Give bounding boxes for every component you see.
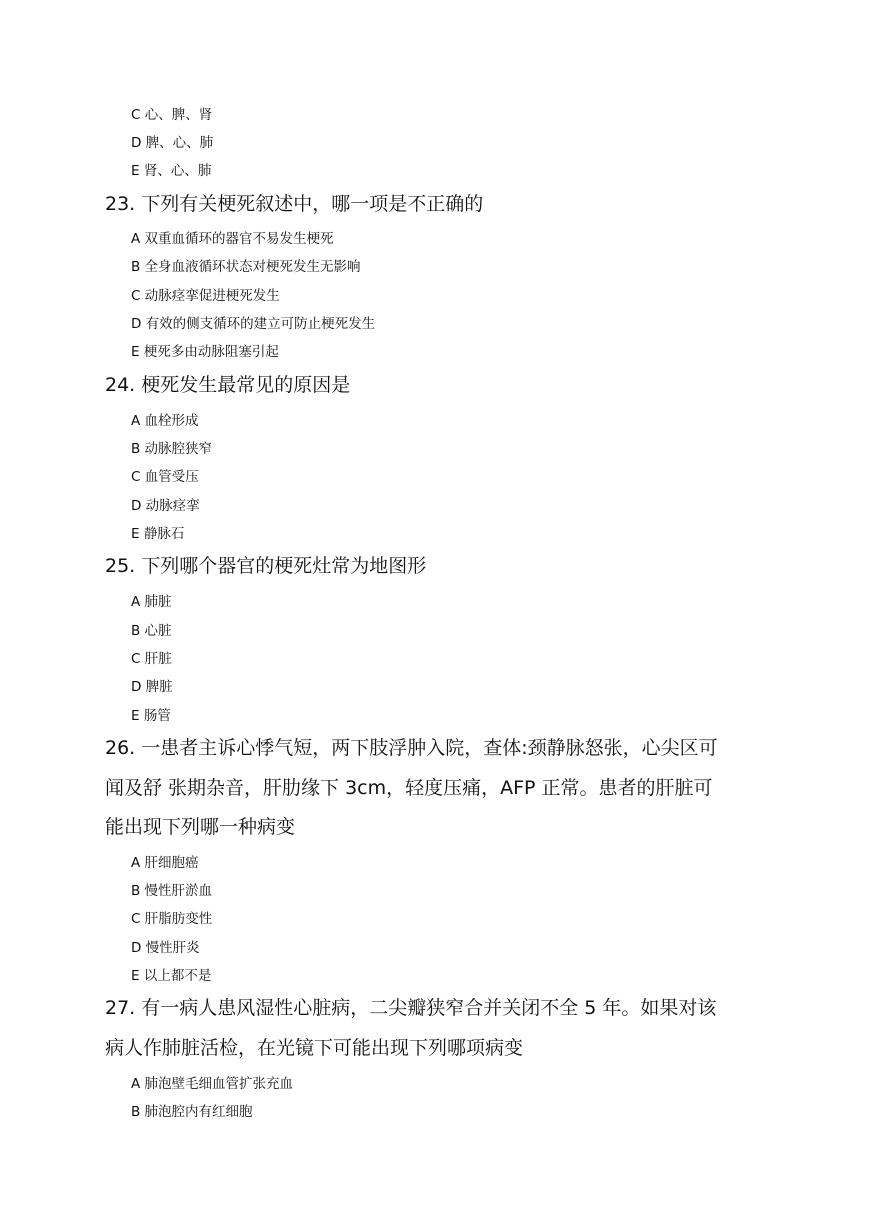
q26-option-d: D 慢性肝炎 — [131, 940, 200, 956]
q22-option-e: E 肾、心、肺 — [131, 163, 212, 179]
q27-option-b: B 肺泡腔内有红细胞 — [131, 1104, 253, 1120]
q26-stem-line-3: 能出现下列哪一种病变 — [105, 816, 296, 838]
q25-option-d: D 脾脏 — [131, 679, 173, 695]
q24-option-c: C 血管受压 — [131, 469, 199, 485]
q26-option-e: E 以上都不是 — [131, 968, 212, 984]
q26-option-a: A 肝细胞癌 — [131, 855, 199, 871]
q22-option-d: D 脾、心、肺 — [131, 135, 214, 151]
q23-option-e: E 梗死多由动脉阻塞引起 — [131, 344, 279, 360]
q27-stem-line-2: 病人作肺脏活检，在光镜下可能出现下列哪项病变 — [105, 1037, 524, 1059]
q24-option-b: B 动脉腔狭窄 — [131, 441, 213, 457]
q25-option-b: B 心脏 — [131, 623, 172, 639]
q26-option-b: B 慢性肝淤血 — [131, 883, 213, 899]
q23-option-c: C 动脉痉挛促进梗死发生 — [131, 288, 280, 304]
q26-stem-line-1: 26. 一患者主诉心悸气短，两下肢浮肿入院，查体:颈静脉怒张，心尖区可 — [105, 737, 718, 759]
q24-option-d: D 动脉痉挛 — [131, 498, 200, 514]
q25-option-e: E 肠管 — [131, 708, 171, 724]
q22-option-c: C 心、脾、肾 — [131, 107, 213, 123]
q24-stem: 24. 梗死发生最常见的原因是 — [105, 374, 351, 396]
q23-option-d: D 有效的侧支循环的建立可防止梗死发生 — [131, 316, 376, 332]
q26-option-c: C 肝脂肪变性 — [131, 911, 213, 927]
q23-option-b: B 全身血液循环状态对梗死发生无影响 — [131, 259, 361, 275]
q26-stem-line-2: 闻及舒 张期杂音，肝肋缘下 3cm，轻度压痛，AFP 正常。患者的肝脏可 — [105, 777, 713, 799]
q27-stem-line-1: 27. 有一病人患风湿性心脏病，二尖瓣狭窄合并关闭不全 5 年。如果对该 — [105, 997, 717, 1019]
q23-stem: 23. 下列有关梗死叙述中，哪一项是不正确的 — [105, 193, 484, 215]
q25-stem: 25. 下列哪个器官的梗死灶常为地图形 — [105, 555, 427, 577]
q25-option-a: A 肺脏 — [131, 594, 172, 610]
q25-option-c: C 肝脏 — [131, 651, 172, 667]
q23-option-a: A 双重血循环的器官不易发生梗死 — [131, 231, 334, 247]
q24-option-a: A 血栓形成 — [131, 413, 199, 429]
q24-option-e: E 静脉石 — [131, 526, 185, 542]
q27-option-a: A 肺泡壁毛细血管扩张充血 — [131, 1076, 294, 1092]
